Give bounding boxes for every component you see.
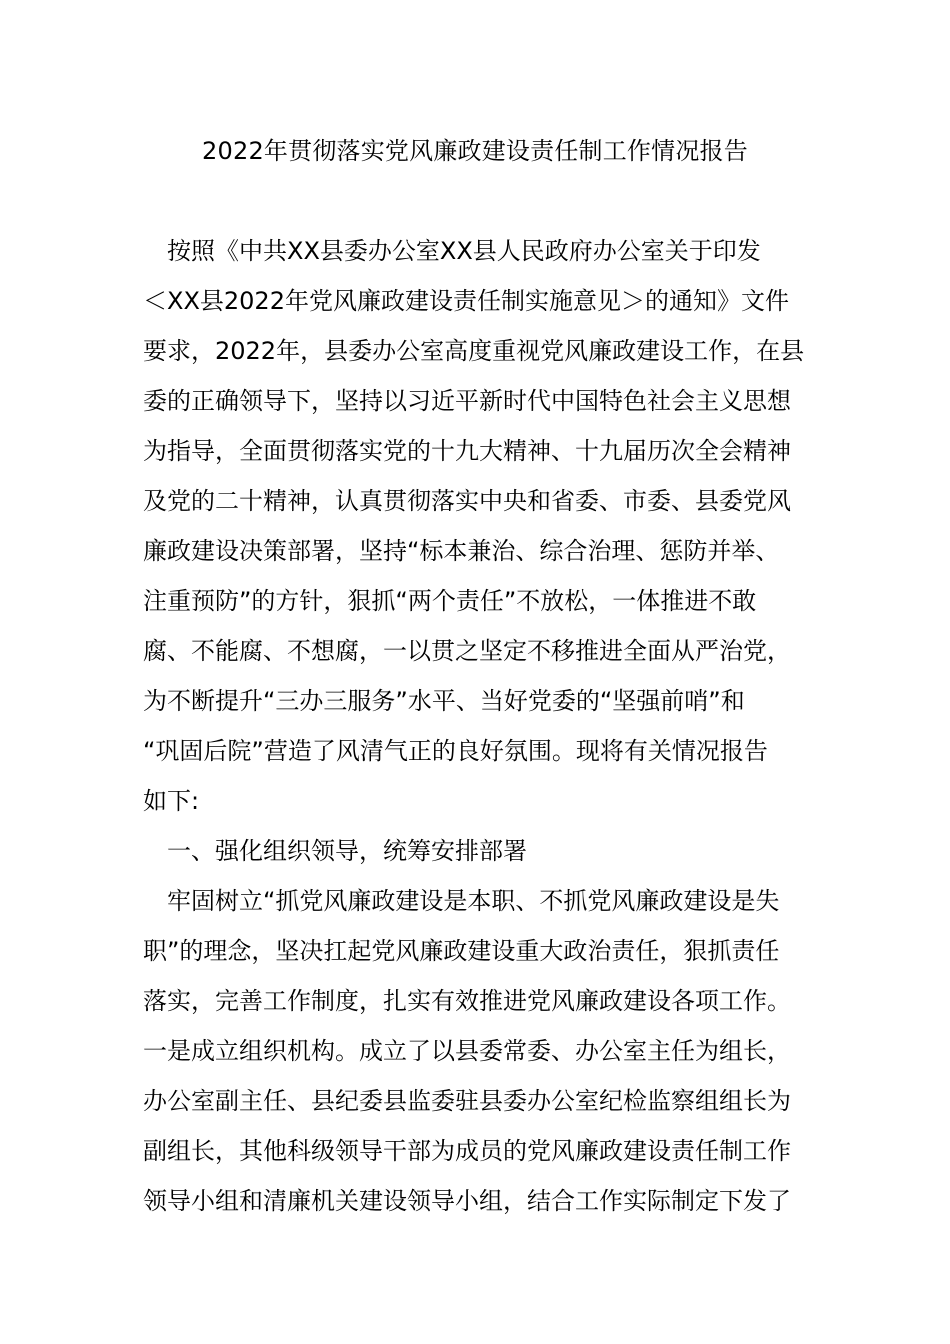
body-line: 领导小组和清廉机关建设领导小组，结合工作实际制定下发了	[143, 1187, 791, 1215]
body-line: 注重预防”的方针，狠抓“两个责任”不放松，一体推进不敢	[143, 587, 757, 615]
body-line: 如下:	[143, 787, 200, 815]
body-line: 职”的理念，坚决扛起党风廉政建设重大政治责任，狠抓责任	[143, 937, 780, 965]
document-body	[143, 226, 808, 1226]
document-title: 2022年贯彻落实党风廉政建设责任制工作情况报告	[202, 137, 748, 165]
body-line: ＜XX县2022年党风廉政建设责任制实施意见＞的通知》文件	[143, 287, 789, 315]
body-line: 为指导，全面贯彻落实党的十九大精神、十九届历次全会精神	[143, 437, 791, 465]
body-line: 廉政建设决策部署，坚持“标本兼治、综合治理、惩防并举、	[143, 537, 780, 565]
body-line: 为不断提升“三办三服务”水平、当好党委的“坚强前哨”和	[143, 687, 745, 715]
body-line: 委的正确领导下，坚持以习近平新时代中国特色社会主义思想	[143, 387, 791, 415]
body-line: 牢固树立“抓党风廉政建设是本职、不抓党风廉政建设是失	[143, 887, 780, 915]
body-line: 要求，2022年，县委办公室高度重视党风廉政建设工作，在县	[143, 337, 805, 365]
body-line: “巩固后院”营造了风清气正的良好氛围。现将有关情况报告	[143, 737, 768, 765]
section-heading: 一、强化组织领导，统筹安排部署	[143, 837, 527, 865]
body-line: 按照《中共XX县委办公室XX县人民政府办公室关于印发	[143, 237, 761, 265]
body-line: 落实，完善工作制度，扎实有效推进党风廉政建设各项工作。	[143, 987, 791, 1015]
body-line: 一是成立组织机构。成立了以县委常委、办公室主任为组长，	[143, 1037, 791, 1065]
body-line: 及党的二十精神，认真贯彻落实中央和省委、市委、县委党风	[143, 487, 791, 515]
body-line: 副组长，其他科级领导干部为成员的党风廉政建设责任制工作	[143, 1137, 791, 1165]
body-line: 办公室副主任、县纪委县监委驻县委办公室纪检监察组组长为	[143, 1087, 791, 1115]
body-line: 腐、不能腐、不想腐，一以贯之坚定不移推进全面从严治党，	[143, 637, 791, 665]
